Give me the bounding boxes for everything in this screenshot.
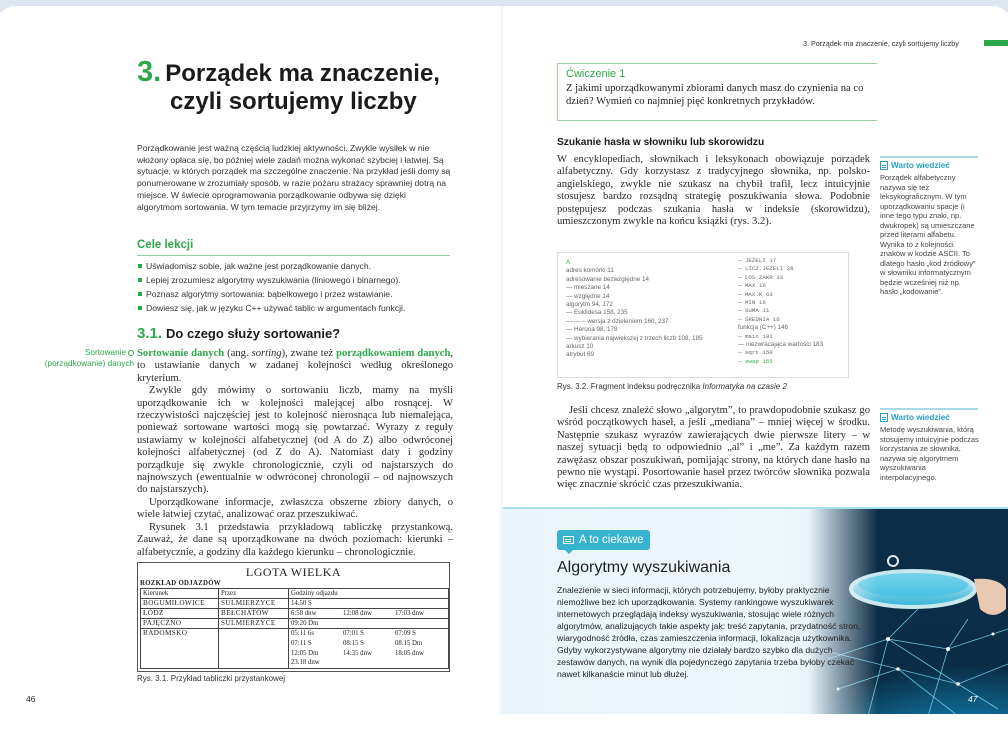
- margin-note-line1: Sortowanie: [85, 348, 126, 357]
- index-entry: — JEŻELI 17: [738, 257, 777, 264]
- document-icon: [880, 161, 888, 170]
- figure-caption: [557, 382, 787, 391]
- paragraph: Uporządkowane informacje, zwłaszcza obszerne zbiory danych, o wiele łatwiej czytać, analizować oraz przeszukiwać.: [137, 496, 453, 521]
- definition-paragraph: [137, 348, 453, 385]
- index-entry: funkcja (C++) 146: [738, 324, 789, 332]
- timetable-subtitle: ROZKŁAD ODJAZDÓW: [140, 580, 221, 587]
- index-figure: [557, 252, 849, 378]
- goal-item: Poznasz algorytmy sortowania: bąbelkowego i przez wstawianie.: [137, 287, 453, 301]
- time: 12:05 Dm: [291, 649, 319, 657]
- table-header-row: [141, 589, 449, 599]
- index-entry: adres komórki 11: [566, 267, 614, 275]
- via-cell: SULMIERZYCE: [219, 599, 289, 609]
- lesson-goals-list: [137, 259, 453, 315]
- time: 14:35 dnw: [343, 649, 372, 657]
- margin-note: [20, 348, 134, 369]
- time: 18:05 dnw: [395, 649, 424, 657]
- index-entry: — ŚREDNIA 16: [738, 315, 780, 323]
- document-icon: [880, 413, 888, 422]
- divider: [880, 156, 978, 158]
- index-entry: — niezwracająca wartości 183: [738, 341, 824, 349]
- time: 07:09 S: [395, 630, 416, 637]
- divider: [137, 255, 450, 256]
- goal-item: Uświadomisz sobie, jak ważne jest porządkowanie danych.: [137, 259, 453, 273]
- index-entry: — main 101: [738, 332, 773, 340]
- term-ordering: porządkowaniem danych: [336, 348, 451, 359]
- paragraph: [557, 154, 870, 228]
- index-entry: — Euklidesa 158, 235: [566, 309, 628, 317]
- index-entry: — MAX.K 63: [738, 290, 773, 298]
- index-column-2: [738, 257, 848, 366]
- time: 17:03 dnw: [395, 610, 424, 617]
- index-column-1: [566, 259, 736, 360]
- paragraph-text: W encyklopediach, słownikach i leksykonach obowiązuje porządek alfabetyczny. Gdy korzystasz z tradycyjnego słownika, np. polsko-angielskiego, zwykle nie szukasz na chybił trafił, lecz intuicyjnie stosujesz bardzo rozsądną strategię poszukiwania słowa. Podobnie postępujesz podczas szukania hasła w indeksie (skorowidzu), umieszczonym zwykle na końcu książki (rys. 3.2).: [557, 154, 870, 228]
- time-cell: 09:20 Dm: [289, 619, 449, 629]
- timetable-table: [140, 588, 449, 669]
- title-text: Warto wiedzieć: [891, 413, 950, 422]
- tag-text: A to ciekawe: [579, 534, 644, 546]
- time: 6:58 dnw: [291, 610, 317, 617]
- table-row: [141, 629, 449, 669]
- newspaper-icon: [563, 536, 574, 544]
- text: , to ustawianie danych w zadanej kolejności według określonego kryterium.: [137, 348, 453, 384]
- index-entry: adresowanie bezwzględne 14: [566, 275, 649, 283]
- paragraph-text: Jeśli chcesz znaleźć słowo „algorytm”, to prawdopodobnie szukasz go wśród początkowych haseł, a jeśli „mediana” – mniej więcej w środku. Następnie szukasz wyrazów zawierających dwie pierwsze litery – w naszej sytuacji będą to odpowiednio „al” i „me”. Za każdym razem zawężasz obszar poszukiwań, pomijając strony, na których dane hasło na pewno nie wystąpi. Posortowanie haseł przez twórców słownika pozwala więc znacznie skrócić czas przeszukiwania.: [557, 405, 870, 491]
- index-entry: — względne 14: [566, 292, 610, 300]
- exercise-text: Z jakimi uporządkowanymi zbiorami danych masz do czynienia na co dzień? Wymień co najmniej pięć konkretnych przykładów.: [566, 83, 864, 107]
- text: (ang.: [224, 348, 252, 359]
- lesson-goals-title: Cele lekcji: [137, 239, 194, 251]
- header-cell: Przez: [219, 589, 289, 599]
- title-text: Warto wiedzieć: [891, 161, 950, 170]
- header-cell: Godziny odjazdu: [289, 589, 449, 599]
- time: 23.18 dnw: [291, 659, 320, 667]
- destination-cell: PAJĘCZNO: [141, 619, 219, 629]
- paragraph: Rysunek 3.1 przedstawia przykładową tabliczkę przystankową. Zauważ, że dane są uporządkowane na dwóch poziomach: kierunki – alfabetycznie, a godziny dla każdego kierunku – chronologicznie.: [137, 521, 453, 558]
- index-entry: arkusz 10: [566, 343, 594, 351]
- book-title: Informatyka na czasie 2: [702, 382, 787, 391]
- time: 07:01 S: [343, 630, 364, 637]
- divider: [880, 408, 978, 410]
- exercise-box: [557, 63, 877, 121]
- destination-cell: BOGUMIŁOWICE: [141, 599, 219, 609]
- curiosity-tag: [557, 530, 650, 550]
- subsection-title: Szukanie hasła w słowniku lub skorowidzu: [557, 137, 765, 148]
- did-you-know-box: [880, 156, 980, 297]
- bullet-circle-icon: [128, 350, 134, 356]
- page-number-right: 47: [968, 694, 978, 704]
- index-entry: — SUMA 11: [738, 307, 770, 315]
- table-row: [141, 619, 449, 629]
- text: ), zwane też: [281, 348, 337, 359]
- time: 08.15 Dm: [395, 639, 423, 647]
- did-you-know-text: Porządek alfabetyczny nazywa się też leksykograficznym. W tym uporządkowaniu spacje (i inne tego typu znaki, np. dwukropek) są umieszczane przed literami alfabetu. Wynika to z kolejności znaków w kodzie ASCII. To dlatego hasło „kod źródłowy” w słowniku informatycznym będzie wcześniej niż np. hasło „kodowanie”.: [880, 173, 976, 296]
- index-entry: — LICZ.JEŻELI 28: [738, 265, 794, 273]
- time-cell: 14.50 S: [289, 599, 449, 609]
- chapter-title: [137, 58, 467, 116]
- index-entry: — mieszane 14: [566, 284, 610, 292]
- timetable-title: LGOTA WIELKA: [245, 565, 342, 579]
- time: 08:15 S: [343, 639, 364, 647]
- time: 07:11 S: [291, 639, 312, 647]
- index-entry: — — – wersja z dzieleniem 160, 237: [566, 317, 669, 325]
- chapter-title-line1: Porządek ma znaczenie,: [165, 60, 440, 87]
- chapter-number: 3.: [137, 56, 162, 88]
- running-head: 3. Porządek ma znaczenie, czyli sortujemy liczby: [803, 39, 959, 48]
- index-entry: algorytm 94, 172: [566, 301, 613, 309]
- index-entry: — sqrt 150: [738, 349, 773, 357]
- section-title: [137, 325, 340, 342]
- via-cell: [219, 629, 289, 669]
- did-you-know-text: Metodę wyszukiwania, którą stosujemy intuicyjnie podczas korzystania ze słownika, nazywa się algorytmem wyszukiwania interpolacyjnego.: [880, 425, 979, 482]
- time: 12:08 dnw: [343, 610, 372, 617]
- table-row: [141, 599, 449, 609]
- index-entry: — MAX 16: [738, 282, 766, 290]
- exercise-title: Ćwiczenie 1: [566, 68, 626, 80]
- chapter-title-line2: czyli sortujemy liczby: [170, 88, 417, 115]
- goal-item: Lepiej zrozumiesz algorytmy wyszukiwania (liniowego i binarnego).: [137, 273, 453, 287]
- curiosity-title: Algorytmy wyszukiwania: [557, 559, 731, 576]
- did-you-know-title: [880, 413, 980, 422]
- book-spread: [0, 6, 1008, 714]
- page-number-left: 46: [26, 694, 36, 704]
- times-cell: [289, 629, 449, 669]
- index-entry: — MIN 16: [738, 299, 766, 307]
- time: 05:11 6s: [291, 630, 314, 637]
- section-number: 3.1.: [137, 325, 163, 342]
- chapter-tab-marker: [984, 40, 1008, 46]
- paragraph: [557, 405, 870, 492]
- via-cell: BEŁCHATÓW: [219, 609, 289, 619]
- did-you-know-box: [880, 408, 980, 482]
- index-entry: — swap 155: [738, 357, 773, 365]
- via-cell: SULMIERZYCE: [219, 619, 289, 629]
- index-entry: — Herona 98, 178: [566, 326, 618, 334]
- curiosity-text: Znalezienie w sieci informacji, których potrzebujemy, byłoby praktycznie niemożliwe bez ich uporządkowania. Systemy rankingowe wyszukiwarek internetowych przeglądają indeksy wyszukiwania, stosując wiele różnych algorytmów, analizujących takie aspekty jak: treść zapytania, przydatność stron, wiarygodność źródła, czas zamieszczenia informacji, lokalizacja użytkownika. Gdyby wykorzystywane algorytmy nie działały bardzo szybko dla dużych zestawów danych, na wynik dla pojedynczego zapytania trzeba byłoby czekać nawet kilkanaście minut lub dłużej.: [557, 585, 861, 679]
- paragraph: Zwykle gdy mówimy o sortowaniu liczb, mamy na myśli uporządkowanie ich w kolejności malejącej albo rosnącej. W rzeczywistości najczęściej jest to kolejność nierosnąca lub niemalejąca, ponieważ sortowane wartości mogą się powtarzać. Wyrazy z reguły ustawiamy w kolejności alfabetycznej (od A do Z) albo odwróconej kolejności alfabetycznej (od Z do A). Natomiast daty i godziny porządkuje się zwykle chronologicznie, czyli od najstarszych do najnowszych (ewentualnie w odwróconej chronologii – od najnowszych do najstarszych).: [137, 385, 453, 496]
- term-sorting: Sortowanie danych: [137, 348, 225, 359]
- section-body: [137, 348, 453, 559]
- destination-cell: ŁÓDŹ: [141, 609, 219, 619]
- destination-cell: RADOMSKO: [141, 629, 219, 669]
- index-letter: A: [566, 259, 571, 266]
- goal-item: Dowiesz się, jak w języku C++ używać tablic w argumentach funkcji.: [137, 301, 453, 315]
- bus-timetable-figure: [137, 562, 450, 672]
- chapter-intro: Porządkowanie jest ważną częścią ludzkiej aktywności. Zwykle wysiłek w nie włożony opłaca się, bo później wiele zadań można wykonać szybciej i łatwiej. Są sytuacje, w których porządek ma szczególne znaczenie. Na przykład jeśli domy są ponumerowane w zrozumiały sposób, w razie pożaru strażacy sprawniej dotrą na miejsce. W świecie oprogramowania porządkowanie odbywa się dzięki algorytmom sortowania. W tym temacie przyjrzymy im się bliżej.: [137, 143, 451, 212]
- page-left: [0, 6, 503, 714]
- index-entry: atrybut 69: [566, 351, 595, 359]
- times-cell: [289, 609, 449, 619]
- section-title-text: Do czego służy sortowanie?: [166, 326, 341, 341]
- figure-caption: Rys. 3.1. Przykład tabliczki przystankowej: [137, 674, 286, 683]
- english-term: sorting: [251, 348, 282, 359]
- margin-note-line2: (porządkowanie) danych: [44, 358, 134, 368]
- curiosity-box: [503, 507, 1008, 714]
- index-entry: — wybierania największej z trzech liczb 108, 185: [566, 334, 703, 342]
- caption-text: Rys. 3.2. Fragment indeksu podręcznika: [557, 382, 703, 391]
- did-you-know-title: [880, 161, 980, 170]
- index-entry: — LOS.ZAKR 33: [738, 273, 784, 281]
- table-row: [141, 609, 449, 619]
- header-cell: Kierunek: [141, 589, 219, 599]
